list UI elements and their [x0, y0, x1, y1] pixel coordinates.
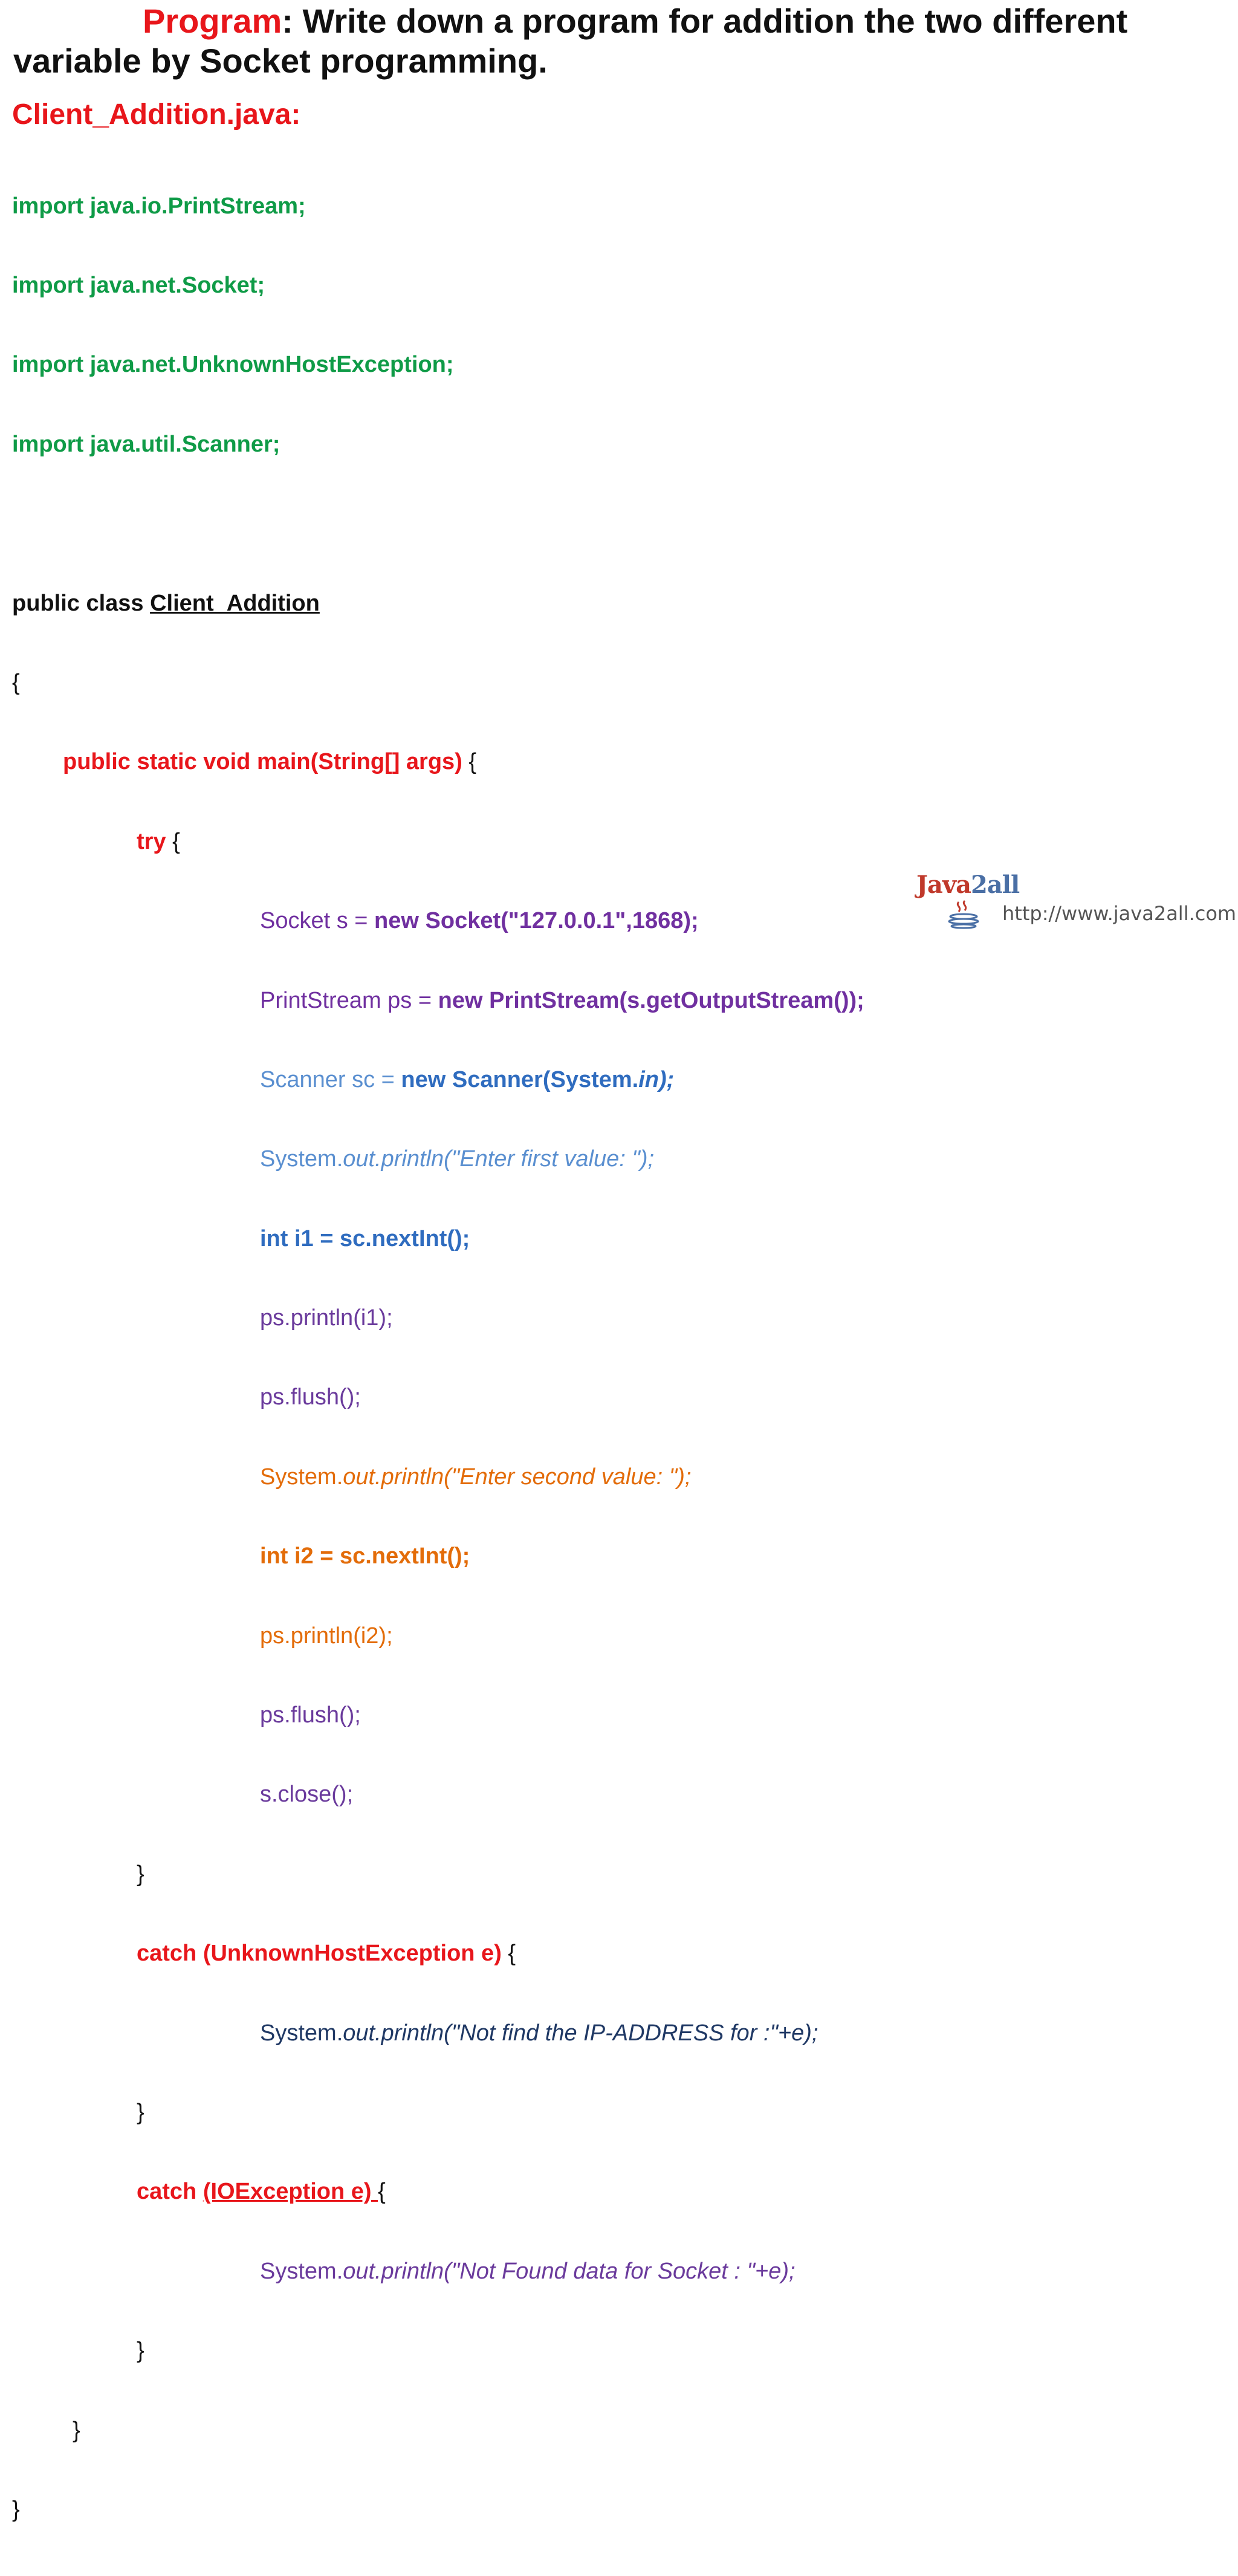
code-block: [12, 140, 864, 2576]
try-keyword: try: [137, 828, 166, 854]
main-signature-line: [12, 749, 864, 776]
printstream-line: [12, 988, 864, 1014]
catch-ioexception-system: System.: [260, 2258, 343, 2284]
import-line: import java.net.UnknownHostException;: [12, 352, 454, 378]
title-keyword: Program: [143, 2, 282, 40]
socket-rhs: new Socket("127.0.0.1",1868);: [374, 908, 699, 934]
ps-println-i2-line: ps.println(i2);: [260, 1623, 393, 1649]
catch-unknownhost-line: [12, 1941, 864, 1967]
catch-ioexception-line: [12, 2179, 864, 2205]
printstream-rhs: new PrintStream(s.getOutputStream());: [438, 987, 864, 1013]
scanner-rhs: new Scanner(System.: [401, 1066, 639, 1092]
class-keyword: public class: [12, 590, 151, 616]
catch-unknownhost-close-brace: }: [137, 2099, 144, 2125]
ps-println-i1-line: ps.println(i1);: [260, 1305, 393, 1331]
try-open-brace: {: [166, 828, 180, 854]
blank-line: [12, 511, 864, 537]
catch-ioexception-close-brace: }: [137, 2338, 144, 2364]
title-line1-rest: : Write down a program for addition the two different: [282, 2, 1128, 40]
catch-ioexception-print-line: [12, 2259, 864, 2285]
printstream-lhs: PrintStream ps =: [260, 987, 438, 1013]
catch-ioexception-open-brace: {: [378, 2179, 386, 2205]
catch-unknownhost-system: System.: [260, 2020, 343, 2046]
main-open-brace: {: [462, 749, 477, 775]
socket-line: [12, 908, 864, 935]
title-line2: variable by Socket programming.: [13, 42, 548, 80]
catch-ioexception-rest: out.println("Not Found data for Socket : "+e);: [343, 2258, 796, 2284]
website-url: http://www.java2all.com: [1002, 902, 1237, 925]
print-second-system: System.: [260, 1464, 343, 1490]
catch-unknownhost-print-line: [12, 2020, 864, 2047]
import-line: import java.net.Socket;: [12, 272, 265, 298]
try-close-brace: }: [137, 1861, 144, 1887]
try-line: [12, 829, 864, 855]
print-first-line: [12, 1146, 864, 1173]
scanner-lhs: Scanner sc =: [260, 1066, 401, 1092]
class-name: Client_Addition: [150, 590, 320, 616]
int-i1-line: int i1 = sc.nextInt();: [260, 1225, 470, 1251]
socket-lhs: Socket s =: [260, 908, 375, 934]
catch-unknownhost-signature: catch (UnknownHostException e): [137, 1941, 502, 1967]
ps-flush-line: ps.flush();: [260, 1384, 361, 1410]
print-second-rest: out.println("Enter second value: ");: [343, 1464, 692, 1490]
slide-title: [13, 1, 1228, 81]
main-close-brace: }: [73, 2417, 80, 2443]
int-i2-line: int i2 = sc.nextInt();: [260, 1543, 470, 1569]
java2all-logo: [916, 871, 1020, 929]
class-open-brace: {: [12, 669, 20, 695]
print-first-system: System.: [260, 1146, 343, 1172]
class-close-brace: }: [12, 2496, 20, 2522]
scanner-line: [12, 1067, 864, 1094]
java-cup-icon: [947, 898, 989, 929]
import-line: import java.io.PrintStream;: [12, 193, 306, 219]
print-second-line: [12, 1464, 864, 1491]
class-declaration: [12, 591, 864, 617]
catch-ioexception-keyword: catch: [137, 2179, 203, 2205]
print-first-rest: out.println("Enter first value: ");: [343, 1146, 655, 1172]
main-signature: public static void main(String[] args): [63, 749, 462, 775]
ps-flush-line: ps.flush();: [260, 1702, 361, 1728]
catch-ioexception-signature: (IOException e): [203, 2179, 378, 2205]
scanner-in: in);: [638, 1066, 675, 1092]
logo-text: Java2all: [916, 871, 1020, 899]
catch-unknownhost-rest: out.println("Not find the IP-ADDRESS for :"+e);: [343, 2020, 818, 2046]
file-name-heading: Client_Addition.java:: [12, 99, 301, 131]
import-line: import java.util.Scanner;: [12, 431, 280, 457]
socket-close-line: s.close();: [260, 1782, 354, 1808]
catch-unknownhost-open-brace: {: [501, 1941, 516, 1967]
